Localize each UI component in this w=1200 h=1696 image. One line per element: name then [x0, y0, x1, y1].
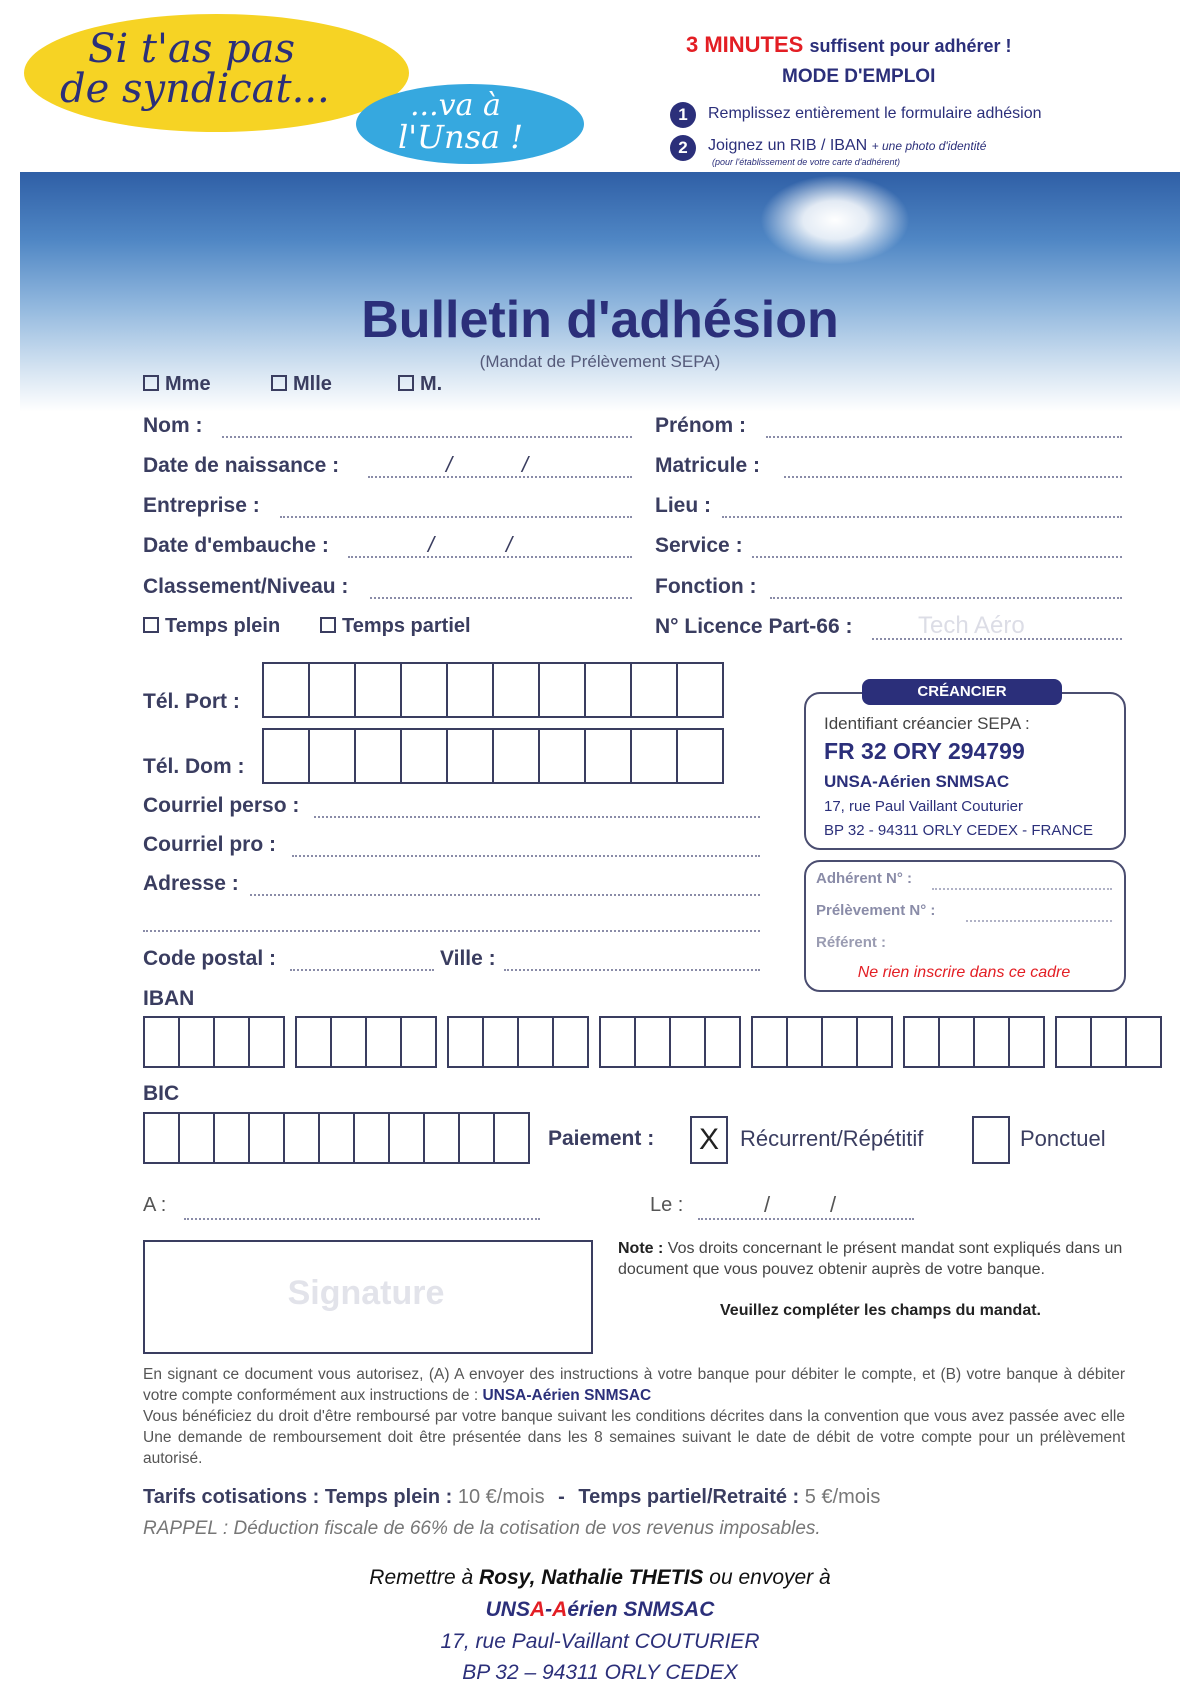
char-box[interactable] [318, 1112, 355, 1164]
step-2-number-icon: 2 [670, 135, 696, 161]
char-box[interactable] [938, 1016, 975, 1068]
logo-line-3: ...va à [410, 88, 501, 123]
char-box[interactable] [856, 1016, 893, 1068]
rappel-text: RAPPEL : Déduction fiscale de 66% de la cotisation de vos revenus imposables. [143, 1518, 821, 1539]
char-box[interactable] [493, 1112, 530, 1164]
prenom-label: Prénom : [655, 414, 747, 437]
date-embauche-field[interactable] [348, 556, 632, 558]
entreprise-field[interactable] [280, 516, 632, 518]
footer-pre: Remettre à [369, 1566, 479, 1589]
checkbox-icon[interactable] [271, 375, 287, 391]
tel-port-boxes[interactable] [264, 662, 724, 718]
creancier-header: CRÉANCIER [862, 679, 1062, 705]
char-box[interactable] [353, 1112, 390, 1164]
creancier-id-label: Identifiant créancier SEPA : [824, 714, 1030, 733]
char-box[interactable] [308, 662, 356, 718]
creancier-address-2: BP 32 - 94311 ORLY CEDEX - FRANCE [824, 822, 1093, 839]
creancier-name: UNSA-Aérien SNMSAC [824, 772, 1010, 791]
classement-label: Classement/Niveau : [143, 575, 349, 598]
footer-address-1: 17, rue Paul-Vaillant COUTURIER [440, 1630, 760, 1653]
sun-glow [760, 175, 910, 265]
char-box[interactable] [330, 1016, 367, 1068]
recurrent-checkbox[interactable]: X [690, 1116, 728, 1164]
date-signature-label: Le : [650, 1194, 684, 1216]
char-box[interactable] [1090, 1016, 1127, 1068]
legal-org: UNSA-Aérien SNMSAC [482, 1387, 652, 1404]
tarifs-partiel-value: 5 €/mois [804, 1486, 881, 1508]
step-2-extra: + une photo d'identité [871, 139, 987, 153]
step-2-text [708, 137, 986, 155]
tel-port-label: Tél. Port : [143, 690, 240, 713]
courriel-pro-field[interactable] [292, 855, 760, 857]
entreprise-label: Entreprise : [143, 494, 260, 517]
char-box[interactable] [423, 1112, 460, 1164]
civility-mlle-label: Mlle [293, 373, 332, 395]
temps-plein-option[interactable] [143, 615, 280, 638]
char-box[interactable] [538, 728, 586, 784]
creancier-id-value: FR 32 ORY 294799 [824, 738, 1025, 764]
civility-mme-label: Mme [165, 373, 211, 395]
bic-label: BIC [143, 1082, 180, 1105]
char-box[interactable] [676, 728, 724, 784]
licence-placeholder: Tech Aéro [918, 612, 1025, 639]
date-embauche-slash-1: / [428, 532, 435, 557]
step-1-text: Remplissez entièrement le formulaire adhésion [708, 105, 1042, 122]
instructions-headline [686, 32, 1012, 58]
adresse-field-1[interactable] [250, 894, 760, 896]
char-box[interactable] [1008, 1016, 1045, 1068]
step-2-main: Joignez un RIB / IBAN [708, 137, 868, 154]
note-text: Vos droits concernant le présent mandat sont expliqués dans un document que vous pouvez obtenir auprès de votre banque. [618, 1240, 1123, 1278]
mandate-note [618, 1238, 1124, 1280]
matricule-field[interactable] [784, 476, 1122, 478]
char-box[interactable] [584, 662, 632, 718]
char-box[interactable] [630, 728, 678, 784]
tel-dom-boxes[interactable] [264, 728, 724, 784]
recurrent-label: Récurrent/Répétitif [740, 1126, 924, 1151]
iban-boxes[interactable] [145, 1016, 1162, 1068]
logo-line-4: l'Unsa ! [398, 118, 524, 156]
char-box[interactable] [143, 1016, 180, 1068]
step-1-number-icon: 1 [670, 102, 696, 128]
temps-partiel-label: Temps partiel [342, 615, 471, 637]
service-field[interactable] [752, 556, 1122, 558]
ville-field[interactable] [504, 969, 760, 971]
civility-m[interactable] [398, 373, 442, 396]
legal-text [143, 1364, 1125, 1469]
footer-org-part-b: A [529, 1598, 546, 1621]
signature-placeholder: Signature [287, 1274, 445, 1312]
creancier-address-1: 17, rue Paul Vaillant Couturier [824, 798, 1023, 815]
checkbox-icon[interactable] [143, 617, 159, 633]
char-box[interactable] [248, 1016, 285, 1068]
note-bold: Note : [618, 1240, 664, 1257]
date-signature-slash-1: / [764, 1192, 771, 1217]
date-signature-field[interactable] [698, 1218, 914, 1220]
note-reminder: Veuillez compléter les champs du mandat. [720, 1302, 1041, 1319]
char-box[interactable] [552, 1016, 589, 1068]
char-box[interactable] [1125, 1016, 1162, 1068]
char-box[interactable] [354, 662, 402, 718]
char-box[interactable] [492, 728, 540, 784]
lieu-label: Lieu : [655, 494, 711, 517]
char-box[interactable] [143, 1112, 180, 1164]
char-box[interactable] [482, 1016, 519, 1068]
headline-strong: 3 MINUTES [686, 32, 804, 57]
date-signature-slash-2: / [830, 1192, 837, 1217]
char-box[interactable] [400, 728, 448, 784]
nom-field[interactable] [222, 436, 632, 438]
iban-label: IBAN [143, 987, 195, 1010]
footer-line-1 [0, 1566, 1200, 1590]
classement-field[interactable] [370, 597, 632, 599]
char-box[interactable] [538, 662, 586, 718]
civility-mme[interactable] [143, 373, 211, 396]
form-title: Bulletin d'adhésion [361, 291, 839, 349]
logo-line-1: Si t'as pas [88, 26, 296, 72]
date-naissance-slash-1: / [446, 452, 453, 477]
instructions-subtitle: MODE D'EMPLOI [782, 66, 936, 87]
char-box[interactable] [492, 662, 540, 718]
tarifs-separator: - [558, 1486, 565, 1508]
code-postal-field[interactable] [290, 969, 434, 971]
char-box[interactable] [599, 1016, 636, 1068]
checkbox-icon[interactable] [143, 375, 159, 391]
checkbox-icon[interactable] [398, 375, 414, 391]
step-2-note: (pour l'établissement de votre carte d'adhérent) [712, 157, 901, 167]
char-box[interactable] [446, 728, 494, 784]
lieu-signature-field[interactable] [184, 1218, 540, 1220]
tarifs-label: Tarifs cotisations : [143, 1486, 320, 1508]
service-label: Service : [655, 534, 743, 557]
logo-line-2: de syndicat... [60, 66, 330, 112]
fonction-label: Fonction : [655, 575, 757, 598]
footer-post: ou envoyer à [703, 1566, 831, 1589]
char-box[interactable] [308, 728, 356, 784]
char-box[interactable] [751, 1016, 788, 1068]
char-box[interactable] [400, 1016, 437, 1068]
prenom-field[interactable] [766, 436, 1122, 438]
paiement-label: Paiement : [548, 1127, 655, 1150]
bic-boxes[interactable] [145, 1112, 530, 1164]
char-box[interactable] [669, 1016, 706, 1068]
headline-rest: suffisent pour adhérer ! [809, 36, 1012, 56]
char-box[interactable] [248, 1112, 285, 1164]
date-embauche-label: Date d'embauche : [143, 534, 329, 557]
legal-part-1: En signant ce document vous autorisez, (A) A envoyer des instructions à votre banque pour débiter le compte, et (B) votre banque à débiter votre compte conformément aux instructions de : [143, 1366, 1125, 1404]
tarifs-partiel-label: Temps partiel/Retraité : [578, 1486, 800, 1508]
date-naissance-slash-2: / [522, 452, 529, 477]
tel-dom-label: Tél. Dom : [143, 755, 245, 778]
form-subtitle: (Mandat de Prélèvement SEPA) [479, 352, 721, 371]
referent-label: Référent : [816, 934, 887, 951]
footer-org-part-d: A [552, 1598, 568, 1621]
footer-names: Rosy, Nathalie THETIS [479, 1566, 704, 1589]
char-box[interactable] [295, 1016, 332, 1068]
char-box[interactable] [400, 662, 448, 718]
char-box[interactable] [213, 1112, 250, 1164]
char-box[interactable] [786, 1016, 823, 1068]
char-box[interactable] [354, 728, 402, 784]
date-embauche-slash-2: / [506, 532, 513, 557]
adresse-field-2[interactable] [143, 930, 760, 932]
matricule-label: Matricule : [655, 454, 761, 477]
date-naissance-label: Date de naissance : [143, 454, 340, 477]
footer-address-2: BP 32 – 94311 ORLY CEDEX [462, 1661, 738, 1684]
char-box[interactable] [973, 1016, 1010, 1068]
tarifs-plein-value: 10 €/mois [457, 1486, 545, 1508]
char-box[interactable] [262, 728, 310, 784]
adresse-label: Adresse : [143, 872, 239, 895]
footer-org-part-e: érien SNMSAC [567, 1598, 715, 1621]
ponctuel-label: Ponctuel [1020, 1126, 1106, 1151]
char-box[interactable] [903, 1016, 940, 1068]
char-box[interactable] [584, 728, 632, 784]
char-box[interactable] [630, 662, 678, 718]
legal-part-2: Vous bénéficiez du droit d'être remboursé par votre banque suivant les conditions décrites dans la convention que vous avez passée avec elle Une demande de remboursement doit être présentée dans les 8 semaines suivant le date de débit de votre compte pour un prélèvement autorisé. [143, 1408, 1125, 1467]
ponctuel-checkbox[interactable] [972, 1116, 1010, 1164]
tarifs-plein-label: Temps plein : [324, 1486, 453, 1508]
footer-org [0, 1598, 1200, 1622]
char-box[interactable] [283, 1112, 320, 1164]
lieu-signature-label: A : [143, 1194, 167, 1216]
civility-mlle[interactable] [271, 373, 332, 396]
char-box[interactable] [446, 662, 494, 718]
fonction-field[interactable] [770, 597, 1122, 599]
char-box[interactable] [262, 662, 310, 718]
char-box[interactable] [178, 1016, 215, 1068]
adherent-number-field [932, 888, 1112, 890]
adherent-number-label: Adhérent N° : [816, 870, 912, 887]
courriel-perso-field[interactable] [314, 816, 760, 818]
nom-label: Nom : [143, 414, 203, 437]
courriel-perso-label: Courriel perso : [143, 794, 300, 817]
footer-org-part-a: UNS [485, 1598, 530, 1621]
char-box[interactable] [365, 1016, 402, 1068]
civility-m-label: M. [420, 373, 443, 395]
char-box[interactable] [704, 1016, 741, 1068]
prelevement-number-label: Prélèvement N° : [816, 902, 936, 919]
char-box[interactable] [1055, 1016, 1092, 1068]
tarifs-line [143, 1486, 880, 1509]
temps-partiel-option[interactable] [320, 615, 471, 638]
licence-label: N° Licence Part-66 : [655, 615, 853, 638]
char-box[interactable] [178, 1112, 215, 1164]
char-box[interactable] [213, 1016, 250, 1068]
char-box[interactable] [447, 1016, 484, 1068]
checkbox-icon[interactable] [320, 617, 336, 633]
internal-warning: Ne rien inscrire dans ce cadre [857, 964, 1071, 981]
char-box[interactable] [676, 662, 724, 718]
char-box[interactable] [821, 1016, 858, 1068]
char-box[interactable] [634, 1016, 671, 1068]
temps-plein-label: Temps plein [165, 615, 281, 637]
lieu-field[interactable] [722, 516, 1122, 518]
ville-label: Ville : [440, 947, 496, 970]
char-box[interactable] [517, 1016, 554, 1068]
char-box[interactable] [388, 1112, 425, 1164]
date-naissance-field[interactable] [368, 476, 632, 478]
char-box[interactable] [458, 1112, 495, 1164]
prelevement-number-field [966, 920, 1112, 922]
code-postal-label: Code postal : [143, 947, 277, 970]
courriel-pro-label: Courriel pro : [143, 833, 277, 856]
footer-org-part-c: - [545, 1598, 553, 1621]
